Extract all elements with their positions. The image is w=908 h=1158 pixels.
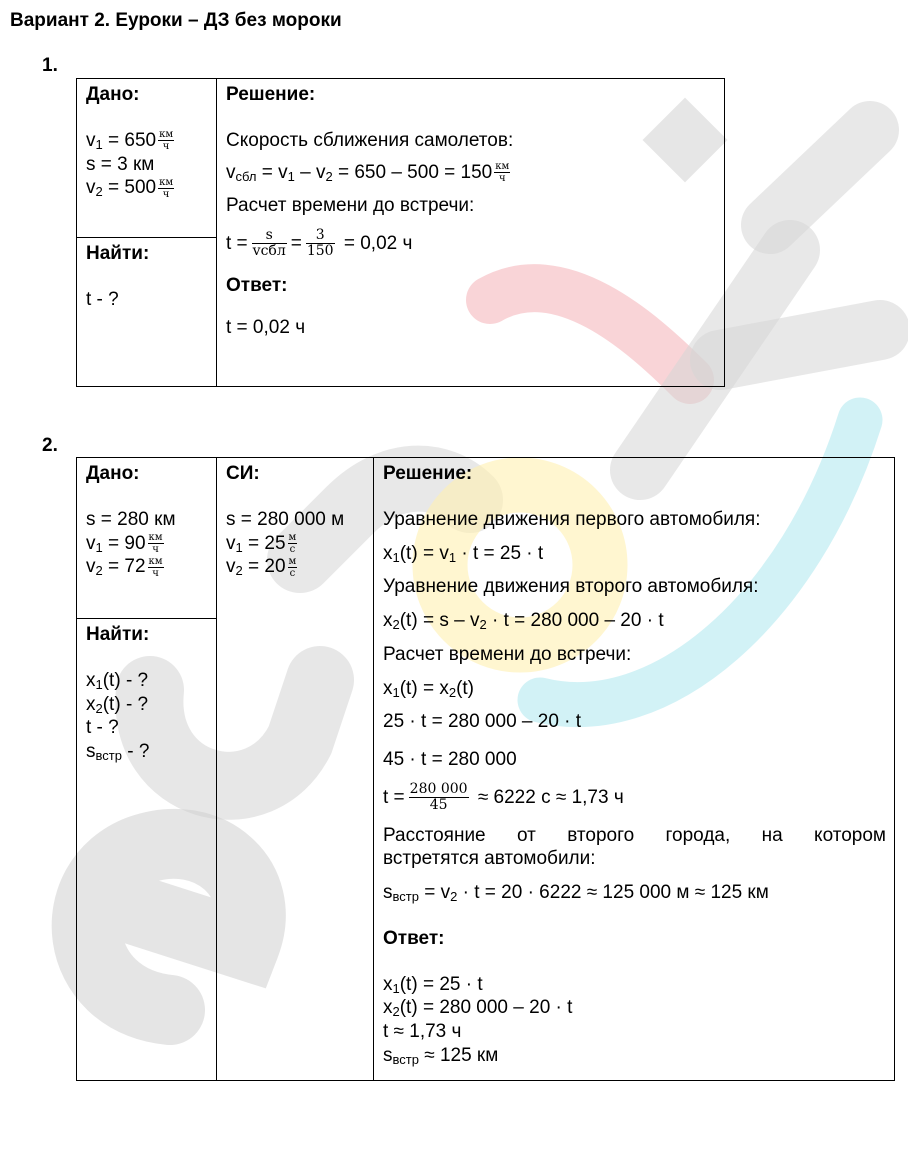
solution-line: 45 · t = 280 000 [383,749,517,770]
unit-kmh: $\frac{км}{ч}$ [159,129,174,153]
solution-header: Решение: [226,84,316,105]
solution-line: $x_1(t) = v_1 \cdot t = 25 \cdot t$ [383,542,544,565]
solution-header: Решение: [383,463,473,484]
find-x2: $x_2(t)$ - ? [86,693,149,716]
si-s: s = 280 000 м [226,508,345,530]
solution-line: 25 · t = 280 000 – 20 · t [383,711,582,733]
find-header: Найти: [86,243,150,264]
given-v2: $v_2 = 72$ $\frac{км}{ч}$ [86,555,163,579]
unit-kmh: $\frac{км}{ч}$ [148,531,163,555]
task-2-si-cell [217,458,374,1081]
task-1-number: 1. [42,55,58,76]
solution-line: $x_1(t) = x_2(t)$ [383,677,474,700]
answer-line: t ≈ 1,73 ч [383,1021,462,1043]
unit-kmh: $\frac{км}{ч}$ [495,160,510,184]
solution-formula: t = $\frac{s}{\text{vсбл}}$ = $\frac{3}{150}$ = 0,02 ч [226,227,413,260]
solution-line: Скорость сближения самолетов: [226,129,514,151]
task-1-given-cell [77,79,217,238]
given-v1: $v_1 = 650$ $\frac{км}{ч}$ [86,129,174,153]
answer-line: t = 0,02 ч [226,316,306,338]
solution-line: $x_2(t) = s - v_2 \cdot t = 280$ 000 – 20 · t [383,610,664,632]
si-header: СИ: [226,463,260,484]
si-v1: $v_1 = 25$ $\frac{м}{с}$ [226,531,297,555]
find-s-meet: $s_{встр}$ - ? [86,741,150,763]
task-1-solution-cell [217,79,725,387]
solution-line: $v_{сбл} = v_1 - v_2 = 650 - 500 = 150$ $\frac{км}{ч}$ [226,160,510,184]
answer-header: Ответ: [226,274,288,296]
fraction: $\frac{s}{\text{vсбл}}$ [252,227,286,260]
solution-line: встретятся автомобили: [383,848,596,870]
task-2-table [76,457,895,1081]
find-t: t - ? [86,717,119,739]
answer-line: $x_1(t) = 25 \cdot t$ [383,973,483,996]
page-title: Вариант 2. Еуроки – ДЗ без мороки [10,10,342,31]
find-x1: $x_1(t)$ - ? [86,669,149,692]
given-header: Дано: [86,84,140,105]
solution-formula: t = $\frac{280 000}{45}$ ≈ 6222 с ≈ 1,73 ч [383,780,624,814]
task-2-solution-cell [374,458,895,1081]
solution-line: Расстояние от второго города, на котором [383,824,886,846]
si-v2: $v_2 = 20$ $\frac{м}{с}$ [226,555,297,579]
given-v2: $v_2 = 500$ $\frac{км}{ч}$ [86,176,174,200]
answer-header: Ответ: [383,927,445,949]
solution-line: Уравнение движения первого автомобиля: [383,508,761,530]
solution-line: Расчет времени до встречи: [226,195,475,217]
find-header: Найти: [86,624,150,645]
task-1-find-cell [77,238,217,387]
fraction: $\frac{3}{150}$ [306,227,334,260]
unit-ms: $\frac{м}{с}$ [288,531,297,555]
task-2-given-cell [77,458,217,619]
task-1-table [76,78,725,387]
unit-kmh: $\frac{км}{ч}$ [148,555,163,579]
solution-line: Уравнение движения второго автомобиля: [383,576,759,598]
task-2-number: 2. [42,435,58,456]
task-2-find-cell [77,619,217,1081]
given-s: s = 3 км [86,153,155,175]
unit-kmh: $\frac{км}{ч}$ [159,176,174,200]
unit-ms: $\frac{м}{с}$ [288,555,297,579]
given-header: Дано: [86,463,140,484]
solution-line: Расчет времени до встречи: [383,643,632,665]
answer-line: $s_{встр} \approx 125$ км [383,1044,499,1067]
answer-line: $x_2(t) = 280$ 000 – 20 · t [383,997,573,1020]
given-v1: $v_1 = 90$ $\frac{км}{ч}$ [86,531,163,555]
find-t: t - ? [86,288,119,310]
given-s: s = 280 км [86,508,176,530]
solution-line: $s_{встр} = v_2 \cdot t = 20 \cdot 6222 \approx 125$ 000 м ≈ 125 км [383,882,769,905]
fraction: $\frac{280 000}{45}$ [409,780,468,814]
